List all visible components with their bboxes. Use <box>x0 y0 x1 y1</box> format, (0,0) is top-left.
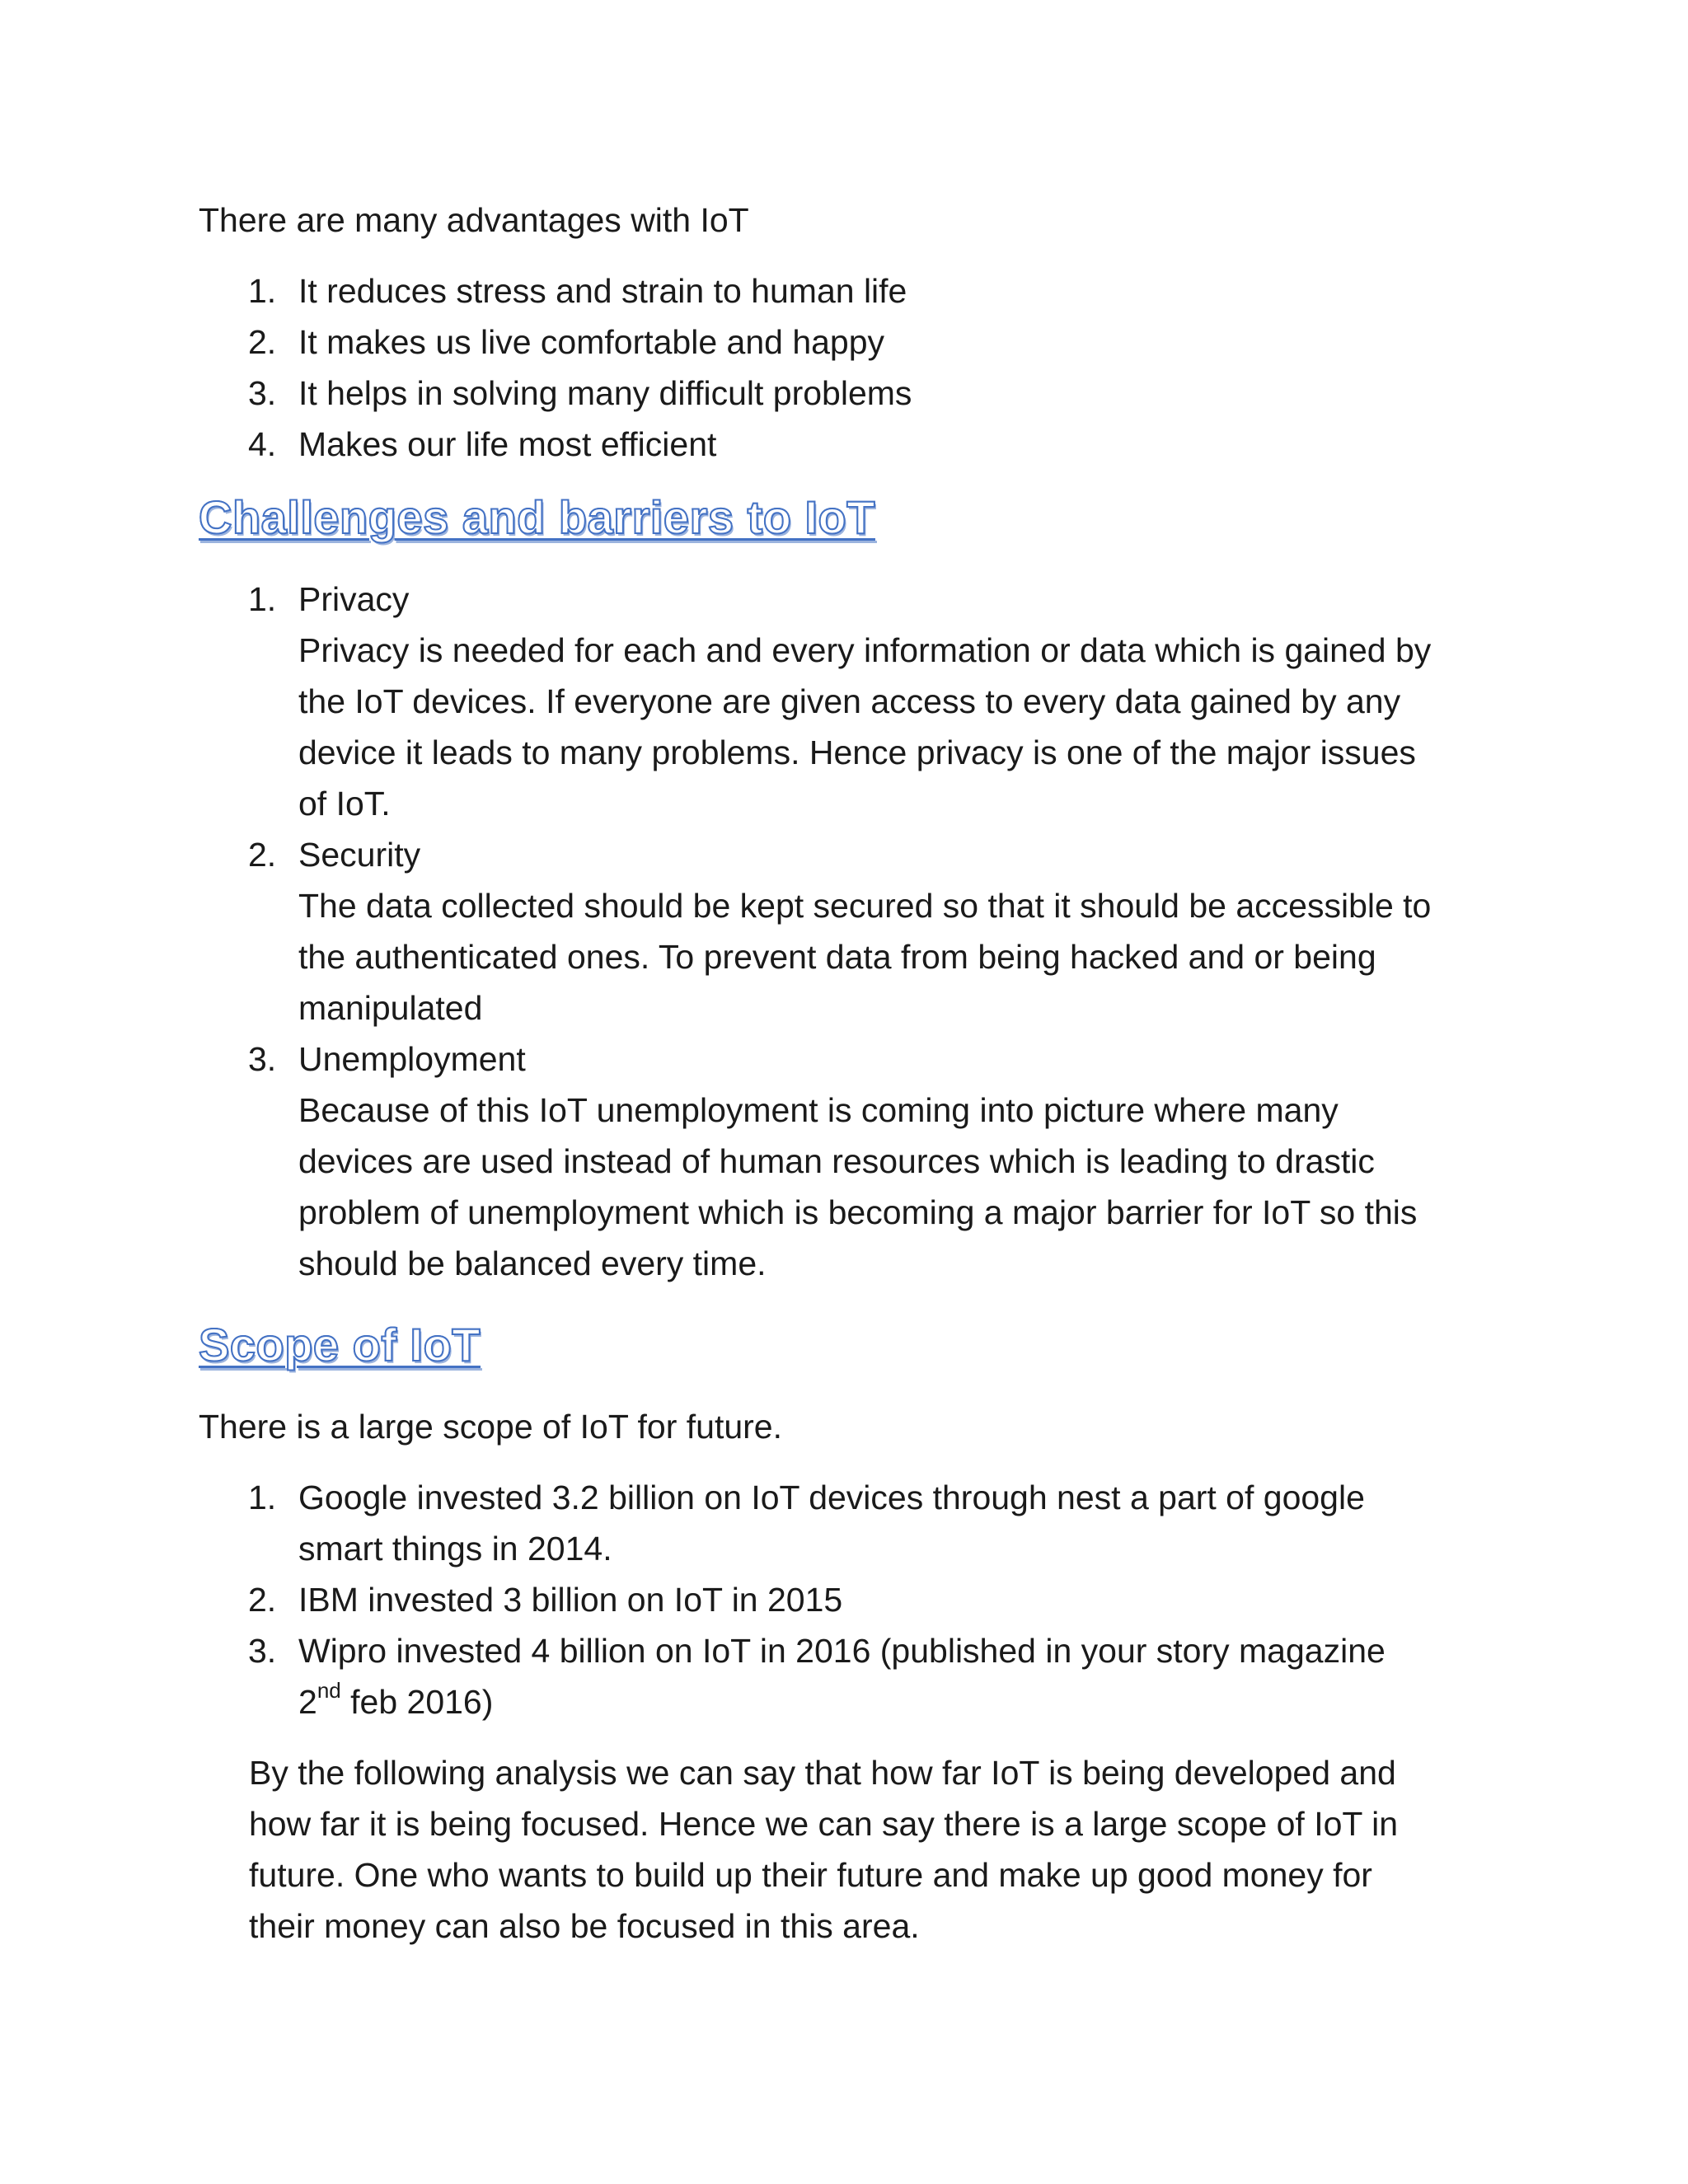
closing-line: future. One who wants to build up their future and make up good money for <box>249 1856 1372 1894</box>
challenge-title: Privacy <box>298 580 410 618</box>
list-item <box>199 419 1509 470</box>
challenges-heading: Challenges and barriers to IoT <box>199 491 875 543</box>
challenge-text-line: the authenticated ones. To prevent data from being hacked and or being <box>298 938 1376 976</box>
challenge-title: Security <box>298 836 421 874</box>
closing-line: their money can also be focused in this area. <box>249 1907 920 1945</box>
closing-line: how far it is being focused. Hence we can say there is a large scope of IoT in <box>249 1805 1398 1843</box>
challenge-text-line: of IoT. <box>298 785 391 823</box>
list-number: 2. <box>248 836 277 874</box>
list-item <box>199 574 1509 829</box>
list-item <box>199 1625 1509 1727</box>
list-number: 1. <box>248 1479 277 1516</box>
list-item <box>199 1574 1509 1625</box>
list-item-text: It helps in solving many difficult problems <box>298 374 912 412</box>
list-item <box>199 829 1509 1033</box>
challenge-text-line: the IoT devices. If everyone are given access to every data gained by any <box>298 682 1401 720</box>
list-item-text: Makes our life most efficient <box>298 425 717 463</box>
scope-intro: There is a large scope of IoT for future. <box>199 1408 782 1446</box>
closing-paragraph <box>199 1747 1509 1952</box>
date-day: 2 <box>298 1683 317 1721</box>
list-number: 3. <box>248 1632 277 1670</box>
challenge-text-line: devices are used instead of human resources which is leading to drastic <box>298 1142 1375 1180</box>
challenge-title: Unemployment <box>298 1040 526 1078</box>
list-number: 3. <box>248 1040 277 1078</box>
list-item <box>199 316 1509 368</box>
challenge-text-line: problem of unemployment which is becoming a major barrier for IoT so this <box>298 1193 1418 1231</box>
list-item <box>199 1033 1509 1289</box>
scope-text-line: IBM invested 3 billion on IoT in 2015 <box>298 1581 843 1619</box>
list-number: 1. <box>248 272 277 310</box>
challenge-text-line: Privacy is needed for each and every information or data which is gained by <box>298 631 1432 669</box>
challenge-text-line: The data collected should be kept secured so that it should be accessible to <box>298 887 1432 925</box>
list-number: 4. <box>248 425 277 463</box>
ordinal-suffix: nd <box>316 1678 341 1704</box>
scope-text-line <box>298 1676 1509 1727</box>
challenge-text-line: Because of this IoT unemployment is coming into picture where many <box>298 1091 1339 1129</box>
scope-text-line: Wipro invested 4 billion on IoT in 2016 (published in your story magazine <box>298 1632 1386 1670</box>
advantages-list <box>199 265 1509 470</box>
list-number: 3. <box>248 374 277 412</box>
document-body <box>199 194 1509 1952</box>
challenge-text-line: manipulated <box>298 989 483 1027</box>
challenges-list <box>199 574 1509 1289</box>
date-rest: feb 2016) <box>340 1683 494 1721</box>
list-item-text: It reduces stress and strain to human life <box>298 272 907 310</box>
advantages-intro: There are many advantages with IoT <box>199 201 749 239</box>
challenge-text-line: should be balanced every time. <box>298 1244 767 1282</box>
scope-heading: Scope of IoT <box>199 1319 481 1371</box>
list-number: 2. <box>248 1581 277 1619</box>
closing-line: By the following analysis we can say that how far IoT is being developed and <box>249 1754 1396 1792</box>
challenge-text-line: device it leads to many problems. Hence privacy is one of the major issues <box>298 733 1416 771</box>
list-item <box>199 1472 1509 1574</box>
list-item <box>199 368 1509 419</box>
list-item <box>199 265 1509 316</box>
scope-text-line: smart things in 2014. <box>298 1530 612 1568</box>
scope-list <box>199 1472 1509 1727</box>
list-number: 2. <box>248 323 277 361</box>
scope-text-line: Google invested 3.2 billion on IoT devices through nest a part of google <box>298 1479 1365 1516</box>
list-number: 1. <box>248 580 277 618</box>
list-item-text: It makes us live comfortable and happy <box>298 323 885 361</box>
